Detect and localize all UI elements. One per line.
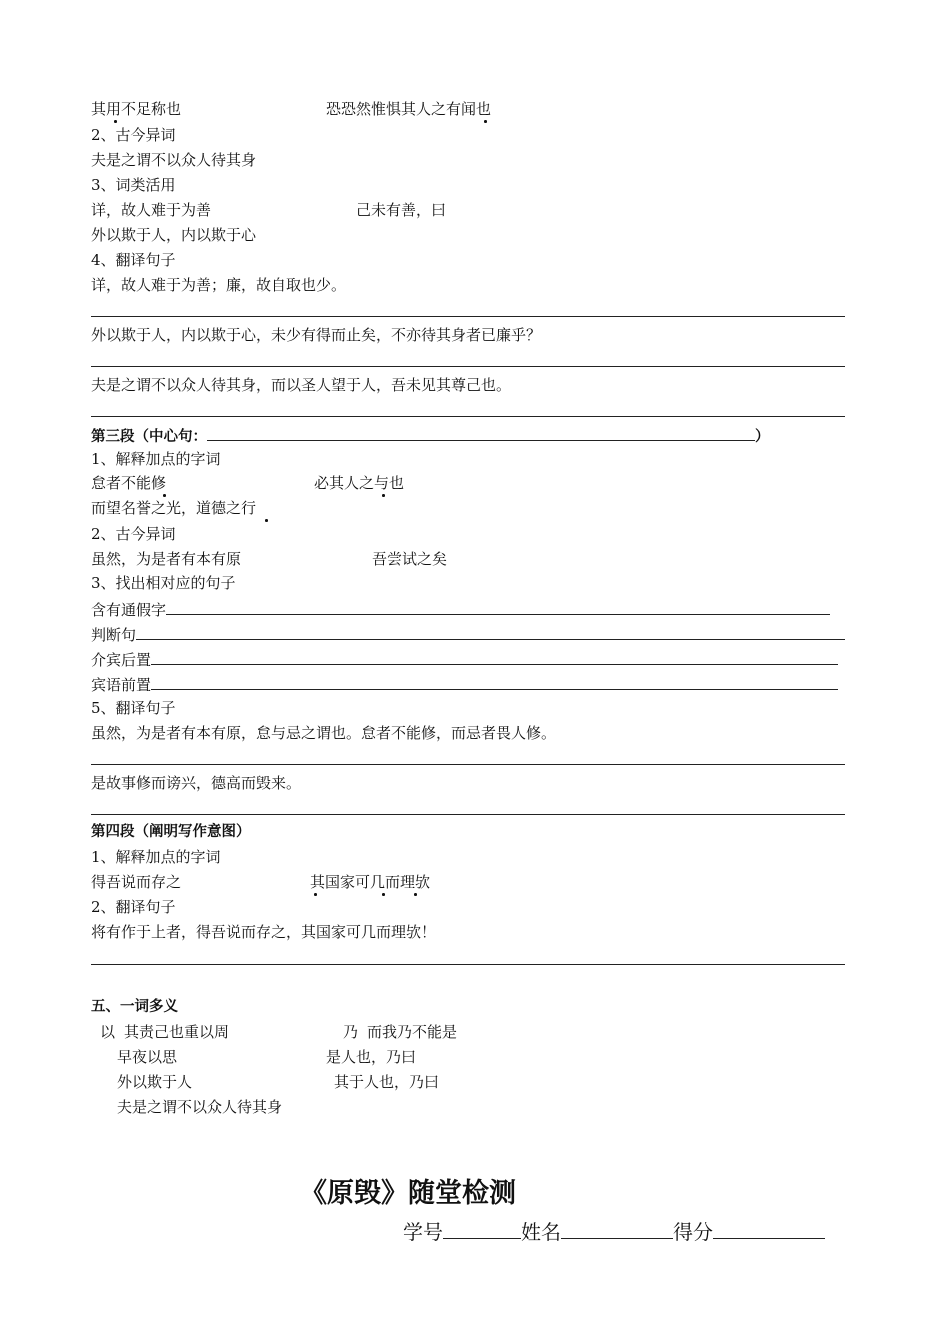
student-id-label: 学号 [403, 1220, 443, 1244]
word-item: 得吾说而存之 [91, 873, 182, 891]
find-answer-line[interactable] [151, 673, 838, 690]
section-heading-close: ） [755, 429, 770, 445]
polysemy-item: 是人也，乃曰 [326, 1048, 417, 1066]
answer-line[interactable] [91, 764, 845, 765]
word-item: 必其人之与也 [314, 474, 405, 492]
emphasis-dot [265, 519, 268, 522]
find-label: 判断句 [91, 626, 137, 644]
find-label: 宾语前置 [91, 676, 152, 694]
word-item: 吾尝试之矣 [372, 550, 448, 568]
polysemy-item: 夫是之谓不以众人待其身 [117, 1098, 283, 1116]
word-item: 夫是之谓不以众人待其身 [91, 151, 257, 169]
section-heading: 五、一词多义 [91, 999, 178, 1015]
word-item: 己未有善，曰 [356, 201, 447, 219]
score-line [403, 1218, 825, 1246]
emphasis-dot [414, 893, 417, 896]
find-answer-line[interactable] [151, 648, 838, 665]
polysemy-char: 乃 [343, 1023, 359, 1041]
center-sentence-blank[interactable] [207, 424, 755, 441]
emphasis-dot [382, 893, 385, 896]
question-heading: 3、词类活用 [91, 176, 176, 194]
question-heading: 1、解释加点的字词 [91, 848, 221, 866]
word-item: 而望名誉之光，道德之行 [91, 499, 257, 517]
polysemy-item: 早夜以思 [117, 1048, 178, 1066]
polysemy-item: 其于人也，乃曰 [334, 1073, 440, 1091]
translate-sentence: 夫是之谓不以众人待其身，而以圣人望于人，吾未见其尊己也。 [91, 376, 512, 394]
emphasis-dot [382, 494, 385, 497]
emphasis-dot [484, 120, 487, 123]
question-heading: 4、翻译句子 [91, 251, 176, 269]
find-row [91, 623, 845, 643]
polysemy-item: 而我乃不能是 [367, 1023, 458, 1041]
question-heading: 1、解释加点的字词 [91, 450, 221, 468]
section-heading [91, 424, 770, 444]
word-item: 怠者不能修 [91, 474, 167, 492]
section-heading: 第四段（阐明写作意图） [91, 824, 251, 840]
find-row [91, 648, 838, 668]
translate-sentence: 详，故人难于为善；廉，故自取也少。 [91, 276, 347, 294]
translate-sentence: 虽然，为是者有本有原，怠与忌之谓也。怠者不能修，而忌者畏人修。 [91, 724, 557, 742]
translate-sentence: 外以欺于人，内以欺于心，未少有得而止矣，不亦待其身者已廉乎？ [91, 326, 542, 344]
answer-line[interactable] [91, 964, 845, 965]
polysemy-char: 以 [100, 1023, 116, 1041]
question-heading: 2、古今异词 [91, 525, 176, 543]
emphasis-dot [314, 893, 317, 896]
answer-line[interactable] [91, 814, 845, 815]
question-heading: 5、翻译句子 [91, 699, 176, 717]
word-item: 虽然，为是者有本有原 [91, 550, 242, 568]
name-label: 姓名 [521, 1220, 561, 1244]
word-item: 其国家可几而理欤 [310, 873, 431, 891]
find-row [91, 598, 830, 618]
answer-line[interactable] [91, 366, 845, 367]
emphasis-dot [114, 120, 117, 123]
find-answer-line[interactable] [136, 623, 845, 640]
translate-sentence: 是故事修而谤兴，德高而毁来。 [91, 774, 302, 792]
word-item: 其用不足称也 [91, 100, 182, 118]
find-answer-line[interactable] [166, 598, 830, 615]
section-heading-text: 第三段（中心句： [91, 429, 207, 445]
emphasis-dot [163, 494, 166, 497]
answer-line[interactable] [91, 416, 845, 417]
find-label: 含有通假字 [91, 601, 167, 619]
find-row [91, 673, 838, 693]
polysemy-item: 外以欺于人 [117, 1073, 193, 1091]
word-item: 外以欺于人，内以欺于心 [91, 226, 257, 244]
polysemy-item: 其责己也重以周 [124, 1023, 230, 1041]
word-item: 恐恐然惟惧其人之有闻也 [326, 100, 492, 118]
find-label: 介宾后置 [91, 651, 152, 669]
name-field[interactable] [561, 1218, 673, 1239]
quiz-title: 《原毁》随堂检测 [300, 1178, 516, 1209]
student-id-field[interactable] [443, 1218, 521, 1239]
question-heading: 2、古今异词 [91, 126, 176, 144]
score-label: 得分 [673, 1220, 713, 1244]
translate-sentence: 将有作于上者，得吾说而存之，其国家可几而理欤！ [91, 923, 437, 941]
question-heading: 2、翻译句子 [91, 898, 176, 916]
answer-line[interactable] [91, 316, 845, 317]
score-field[interactable] [713, 1218, 825, 1239]
word-item: 详，故人难于为善 [91, 201, 212, 219]
question-heading: 3、找出相对应的句子 [91, 574, 236, 592]
